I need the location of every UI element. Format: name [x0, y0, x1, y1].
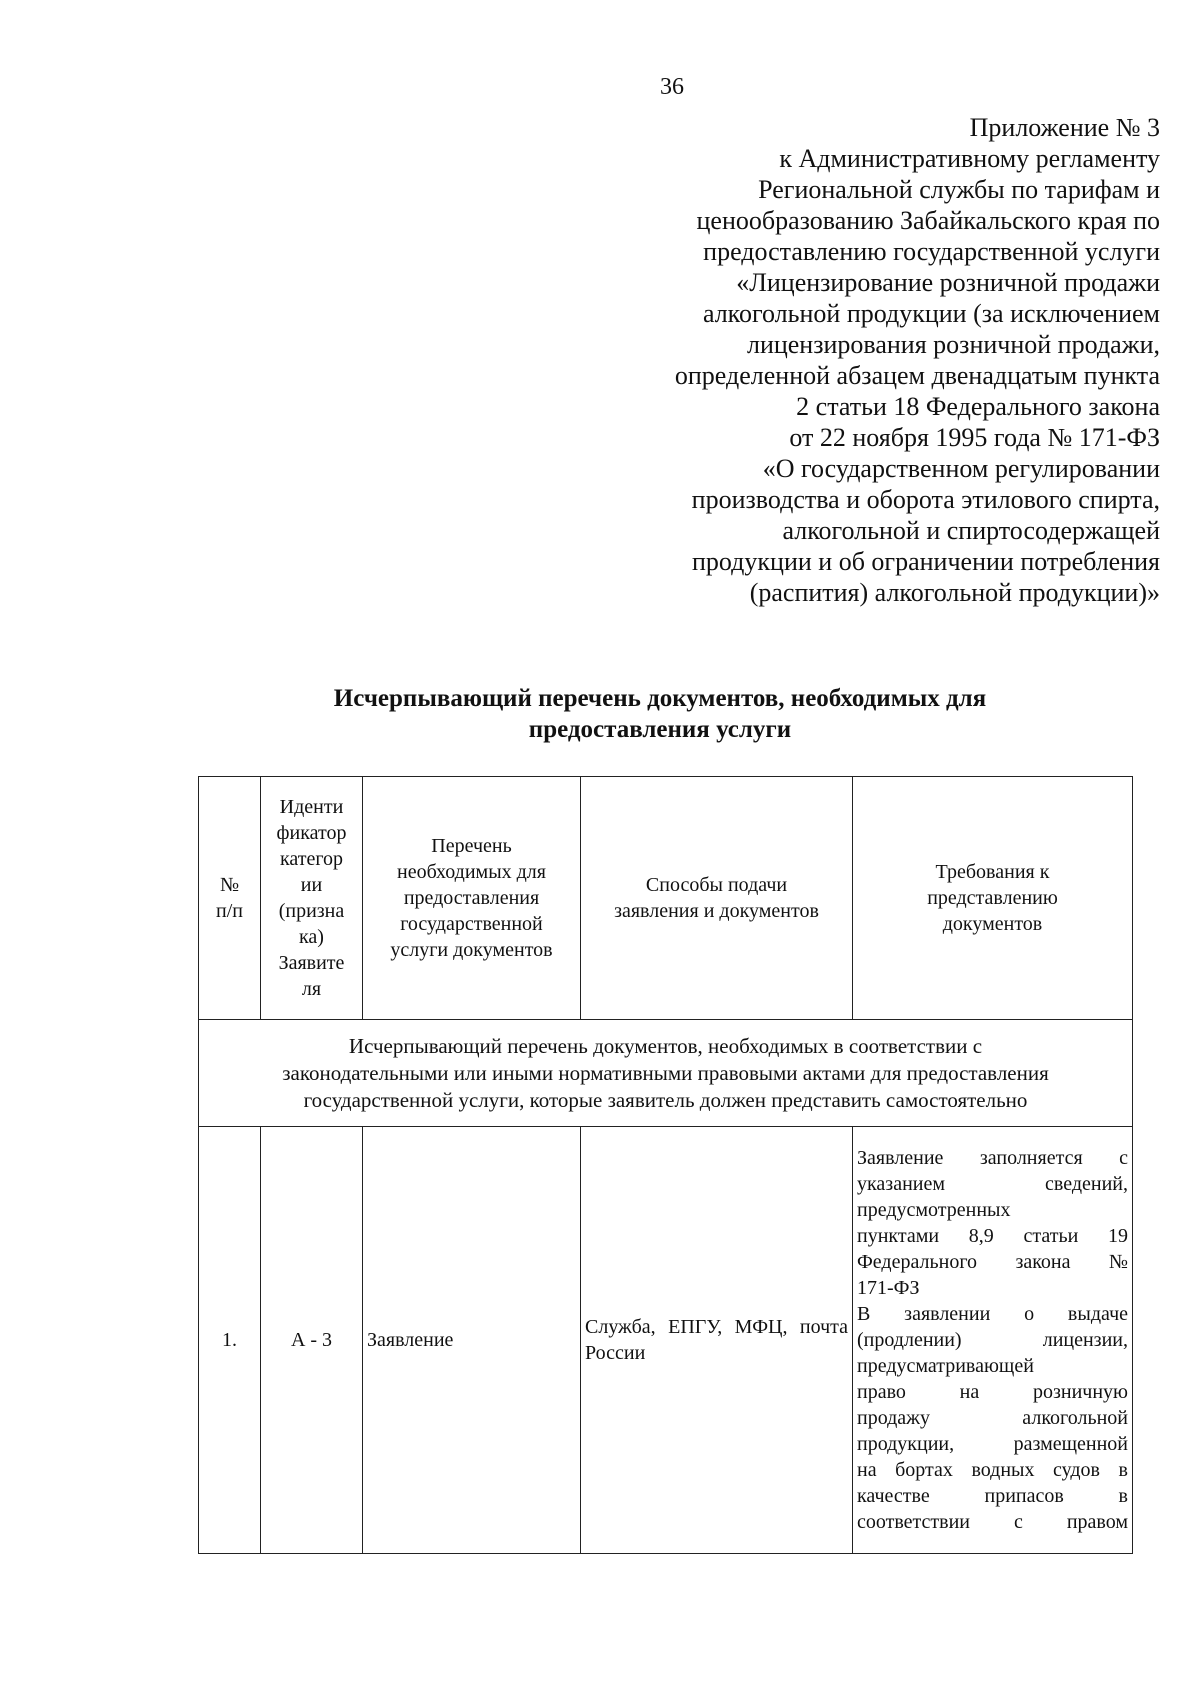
- appendix-line: от 22 ноября 1995 года № 171-ФЗ: [789, 423, 1160, 452]
- appendix-line: «О государственном регулировании: [762, 454, 1160, 483]
- appendix-line: 2 статьи 18 Федерального закона: [796, 392, 1160, 421]
- table-header-row: [199, 777, 1133, 1020]
- appendix-line: определенной абзацем двенадцатым пункта: [674, 361, 1160, 390]
- page-number: 36: [660, 74, 684, 100]
- appendix-line: продукции и об ограничении потребления: [692, 547, 1160, 576]
- appendix-line: лицензирования розничной продажи,: [746, 330, 1160, 359]
- appendix-line: алкогольной продукции (за исключением: [702, 299, 1160, 328]
- documents-table: [198, 776, 1133, 1554]
- table-row: [199, 1127, 1133, 1554]
- appendix-line: ценообразованию Забайкальского края по: [696, 206, 1160, 235]
- header-requirements: Требования к представлению документов: [853, 777, 1133, 1020]
- appendix-line: предоставлению государственной услуги: [703, 237, 1160, 266]
- appendix-line: алкогольной и спиртосодержащей: [782, 516, 1160, 545]
- row-identifier: А - 3: [261, 1127, 363, 1554]
- appendix-line: (распития) алкогольной продукции)»: [749, 578, 1160, 607]
- section-heading: Исчерпывающий перечень документов, необходимых в соответствии с законодательными или иными нормативными правовыми актами для предоставления государственной услуги, которые заявитель должен представить самостоятельно: [199, 1020, 1133, 1127]
- section-row: [199, 1020, 1133, 1127]
- appendix-line: «Лицензирование розничной продажи: [736, 268, 1160, 297]
- title-line: предоставления услуги: [528, 716, 792, 743]
- row-methods: Служба, ЕПГУ, МФЦ, почта России: [581, 1127, 853, 1554]
- appendix-line: Региональной службы по тарифам и: [758, 175, 1160, 204]
- appendix-line: к Административному регламенту: [779, 144, 1160, 173]
- row-requirements: Заявление заполняется с указанием сведений, предусмотренных пунктами 8,9 статьи 19 Федерального закона № 171-ФЗ В заявлении о выдаче (продлении) лицензии, предусматривающей право на розничную продажу алкогольной продукции, размещенной на бортах водных судов в качестве припасов в соответствии с правом: [853, 1127, 1133, 1554]
- appendix-header: [560, 112, 1160, 608]
- title-line: Исчерпывающий перечень документов, необходимых для: [333, 685, 987, 712]
- row-num: 1.: [199, 1127, 261, 1554]
- appendix-line: производства и оборота этилового спирта,: [691, 485, 1160, 514]
- header-documents: Перечень необходимых для предоставления государственной услуги документов: [363, 777, 581, 1020]
- header-methods: Способы подачи заявления и документов: [581, 777, 853, 1020]
- header-identifier: Иденти фикатор категор ии (призна ка) Заявите ля: [261, 777, 363, 1020]
- appendix-line: Приложение № 3: [969, 113, 1160, 142]
- row-document: Заявление: [363, 1127, 581, 1554]
- header-num: № п/п: [199, 777, 261, 1020]
- document-title: [200, 683, 1120, 745]
